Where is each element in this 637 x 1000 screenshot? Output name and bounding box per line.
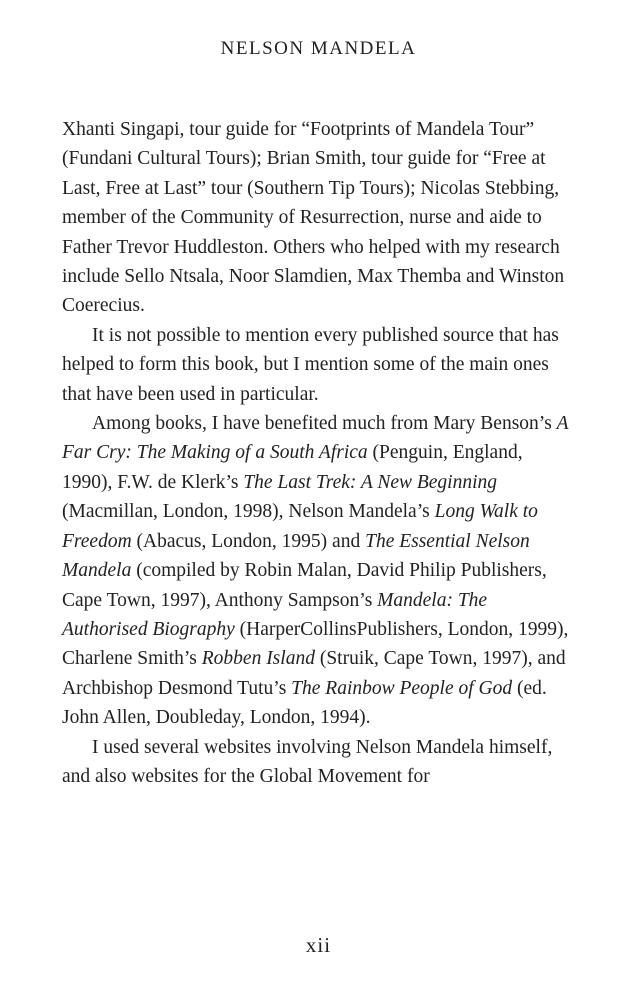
text-run: (ed. John Allen, Doubleday, London, 1994). <box>62 677 547 729</box>
text-run: I used several websites involving Nelson Mandela himself, and also websites for the Global Movement for <box>62 736 553 787</box>
text-run: (Struik, Cape Town, 1997), and Archbishop Desmond Tutu’s <box>62 648 566 699</box>
body-text <box>62 115 576 791</box>
paragraph <box>62 321 576 409</box>
text-run: (HarperCollinsPublishers, London, 1999), Charlene Smith’s <box>62 618 569 670</box>
text-run: (Penguin, England, 1990), F.W. de Klerk’s <box>62 442 523 493</box>
book-title: The Rainbow People of God <box>291 677 513 699</box>
page-number: xii <box>305 933 332 957</box>
book-title: Long Walk to Freedom <box>62 501 538 552</box>
text-run: (Abacus, London, 1995) and <box>131 530 366 552</box>
paragraph <box>62 115 576 321</box>
book-title: Mandela: The Authorised Biography <box>62 589 488 640</box>
text-run: Among books, I have benefited much from Mary Benson’s <box>92 413 557 435</box>
text-run: (Macmillan, London, 1998), Nelson Mandela’s <box>62 501 435 523</box>
paragraph <box>62 409 576 732</box>
text-run: (compiled by Robin Malan, David Philip Publishers, Cape Town, 1997), Anthony Sampson’s <box>62 560 547 611</box>
running-header: NELSON MANDELA <box>220 38 417 59</box>
paragraph <box>62 733 576 792</box>
text-run: Xhanti Singapi, tour guide for “Footprints of Mandela Tour” (Fundani Cultural Tours); Brian Smith, tour guide for “Free at Last, Free at Last” tour (Southern Tip Tours); Nicolas Stebbing, member of the Community of Resurrection, nurse and aide to Father Trevor Huddleston. Others who helped with my research include Sello Ntsala, Noor Slamdien, Max Themba and Winston Coerecius. <box>62 119 565 317</box>
book-title: The Essential Nelson Mandela <box>62 530 530 582</box>
text-run: It is not possible to mention every published source that has helped to form this book, but I mention some of the main ones that have been used in particular. <box>62 324 559 405</box>
book-title: A Far Cry: The Making of a South Africa <box>62 413 569 464</box>
book-title: Robben Island <box>201 648 315 670</box>
book-title: The Last Trek: A New Beginning <box>243 471 498 493</box>
